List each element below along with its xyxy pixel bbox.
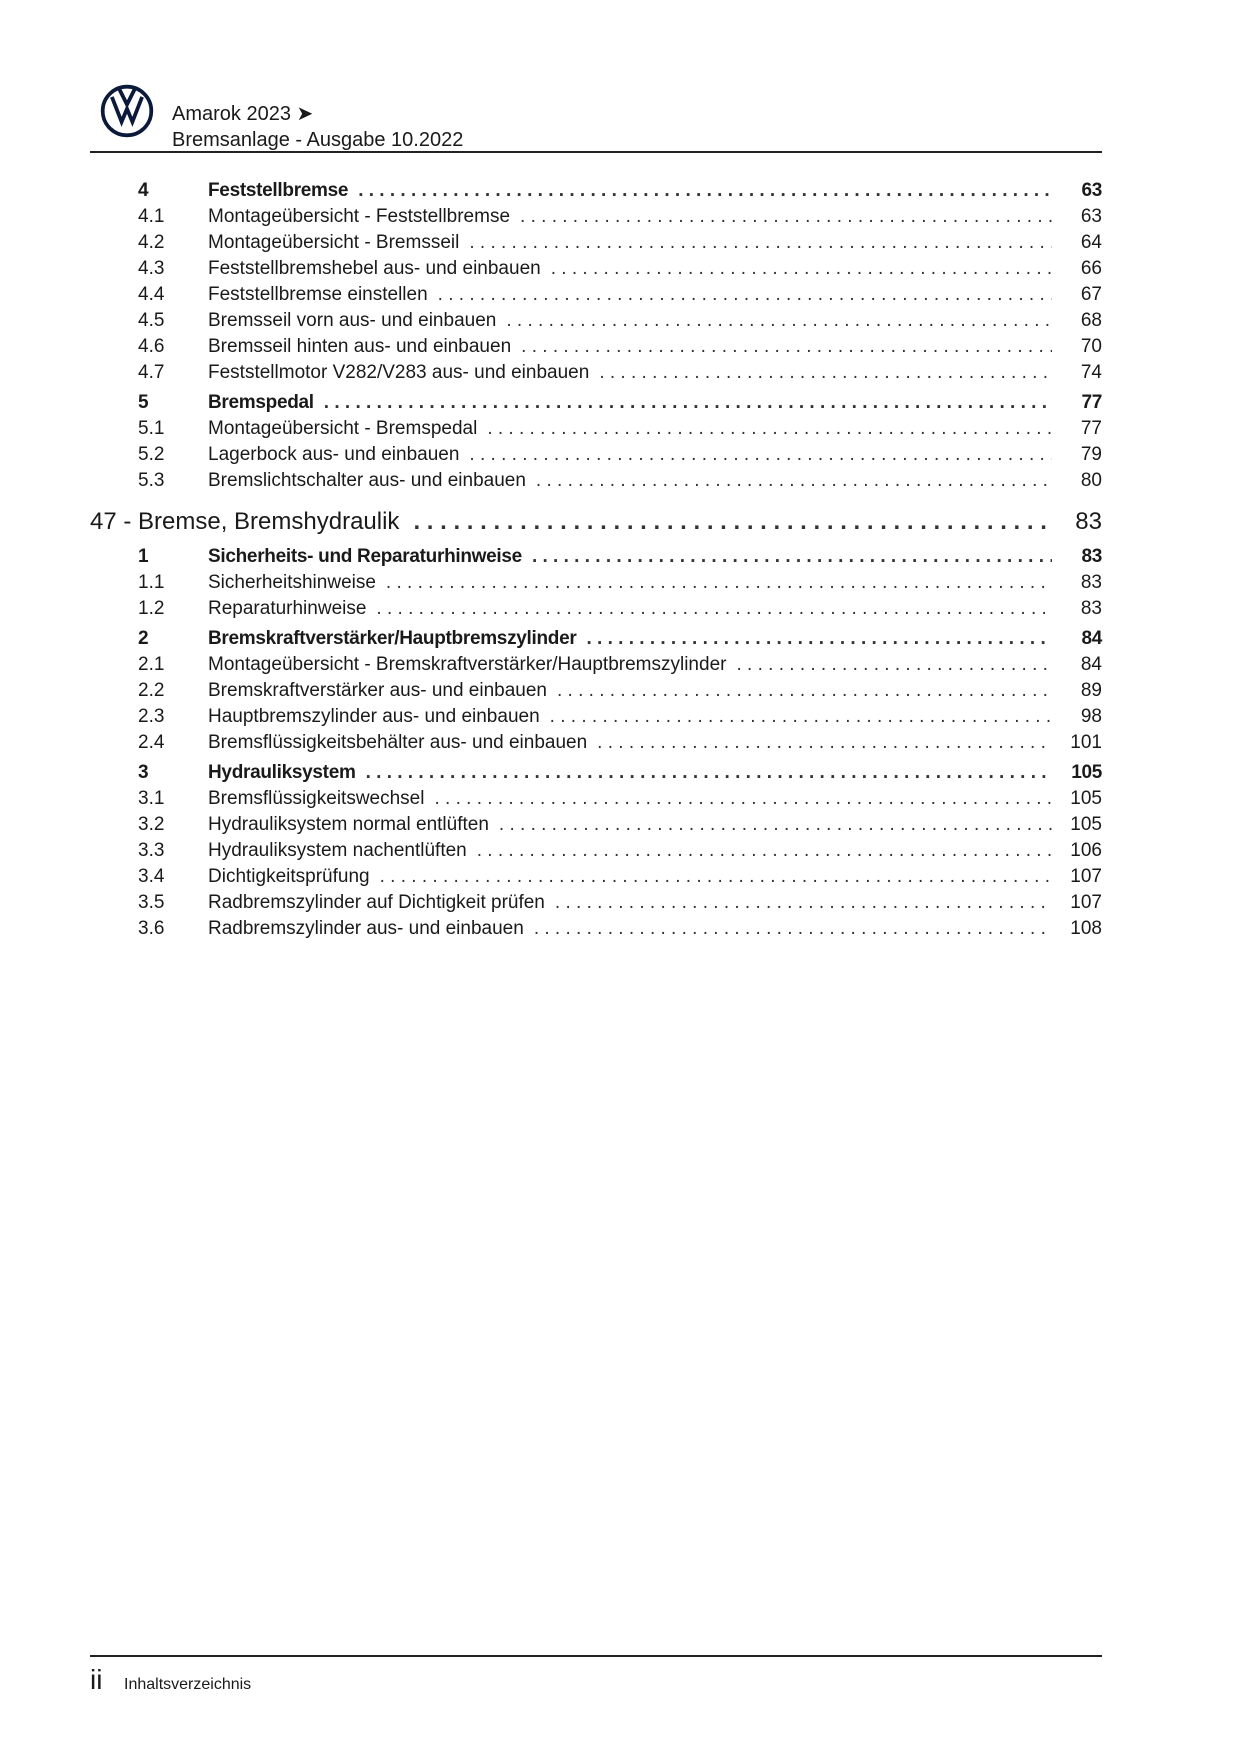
toc-entry-page: 80 — [1080, 470, 1102, 491]
toc-section-row[interactable] — [138, 762, 1102, 788]
toc-entry-number: 5.3 — [138, 470, 165, 491]
footer-label: Inhaltsverzeichnis — [124, 1676, 252, 1693]
toc-entry-number: 4.3 — [138, 258, 165, 279]
toc-entry-number: 4.1 — [138, 206, 165, 227]
toc-entry-number: 3.6 — [138, 918, 165, 939]
toc-leader-dots — [324, 392, 1052, 414]
toc-entry-row[interactable] — [138, 918, 1102, 944]
toc-entry-page: 84 — [1081, 628, 1102, 649]
header-subtitle: Bremsanlage - Ausgabe 10.2022 — [172, 129, 464, 151]
toc-entry-row[interactable] — [138, 814, 1102, 840]
toc-entry-number: 2.4 — [138, 732, 165, 753]
toc-entry-title: Radbremszylinder aus- und einbauen — [208, 918, 524, 939]
toc-leader-dots — [438, 284, 1052, 306]
toc-entry-page: 106 — [1070, 840, 1102, 861]
toc-entry-page: 101 — [1070, 732, 1102, 753]
toc-entry-page: 83 — [1081, 546, 1102, 567]
toc-leader-dots — [376, 598, 1052, 620]
toc-entry-title: Bremsseil hinten aus- und einbauen — [208, 336, 512, 357]
toc-entry-number: 4.5 — [138, 310, 165, 331]
toc-entry-number: 3.4 — [138, 866, 165, 887]
toc-section-row[interactable] — [138, 628, 1102, 654]
toc-entry-page: 105 — [1071, 762, 1102, 783]
toc-entry-title: Bremspedal — [208, 392, 314, 413]
toc-entry-row[interactable] — [138, 598, 1102, 624]
toc-entry-title: Montageübersicht - Bremsseil — [208, 232, 460, 253]
toc-leader-dots — [469, 232, 1052, 254]
toc-entry-title: Lagerbock aus- und einbauen — [208, 444, 460, 465]
toc-entry-number: 3.2 — [138, 814, 165, 835]
toc-entry-page: 74 — [1080, 362, 1102, 383]
toc-entry-page: 67 — [1080, 284, 1102, 305]
toc-entry-title: 47 - Bremse, Bremshydraulik — [90, 508, 400, 535]
toc-entry-title: Radbremszylinder auf Dichtigkeit prüfen — [208, 892, 545, 913]
toc-entry-row[interactable] — [138, 258, 1102, 284]
toc-entry-title: Montageübersicht - Feststellbremse — [208, 206, 511, 227]
vw-logo-icon — [100, 84, 154, 138]
toc-entry-number: 5.1 — [138, 418, 165, 439]
toc-entry-number: 3 — [138, 762, 149, 783]
toc-entry-page: 79 — [1080, 444, 1102, 465]
toc-entry-title: Bremsflüssigkeitswechsel — [208, 788, 425, 809]
toc-entry-row[interactable] — [138, 418, 1102, 444]
toc-leader-dots — [536, 470, 1052, 492]
toc-leader-dots — [586, 628, 1052, 650]
toc-entry-title: Feststellbremse einstellen — [208, 284, 428, 305]
toc-section-row[interactable] — [138, 180, 1102, 206]
toc-entry-row[interactable] — [138, 310, 1102, 336]
toc-leader-dots — [358, 180, 1052, 202]
toc-entry-title: Dichtigkeitsprüfung — [208, 866, 370, 887]
header-model: Amarok 2023 ➤ — [172, 103, 314, 125]
toc-entry-row[interactable] — [138, 572, 1102, 598]
toc-entry-page: 66 — [1080, 258, 1102, 279]
toc-entry-row[interactable] — [138, 680, 1102, 706]
toc-entry-page: 108 — [1070, 918, 1102, 939]
toc-entry-number: 1 — [138, 546, 149, 567]
toc-entry-title: Bremslichtschalter aus- und einbauen — [208, 470, 526, 491]
footer-rule — [90, 1655, 1102, 1657]
toc-leader-dots — [534, 918, 1052, 940]
toc-entry-title: Feststellbremse — [208, 180, 349, 201]
toc-leader-dots — [386, 572, 1052, 594]
toc-section-row[interactable] — [138, 392, 1102, 418]
toc-entry-page: 83 — [1075, 508, 1102, 535]
toc-entry-number: 4.6 — [138, 336, 165, 357]
footer-page-number: ii — [90, 1664, 103, 1695]
toc-entry-number: 3.3 — [138, 840, 165, 861]
toc-leader-dots — [520, 206, 1052, 228]
toc-entry-page: 68 — [1080, 310, 1102, 331]
toc-entry-title: Bremsseil vorn aus- und einbauen — [208, 310, 497, 331]
toc-leader-dots — [550, 706, 1052, 728]
toc-entry-page: 105 — [1070, 788, 1102, 809]
toc-entry-title: Hauptbremszylinder aus- und einbauen — [208, 706, 540, 727]
toc-entry-title: Hydrauliksystem normal entlüften — [208, 814, 489, 835]
toc-entry-title: Hydrauliksystem — [208, 762, 356, 783]
toc-leader-dots — [599, 362, 1052, 384]
toc-leader-dots — [532, 546, 1052, 568]
toc-entry-number: 5 — [138, 392, 149, 413]
toc-entry-row[interactable] — [138, 232, 1102, 258]
toc-leader-dots — [521, 336, 1052, 358]
toc-leader-dots — [434, 788, 1052, 810]
toc-entry-row[interactable] — [138, 892, 1102, 918]
toc-entry-page: 84 — [1080, 654, 1102, 675]
toc-leader-dots — [551, 258, 1052, 280]
toc-leader-dots — [736, 654, 1052, 676]
toc-entry-page: 98 — [1080, 706, 1102, 727]
toc-entry-number: 4.4 — [138, 284, 165, 305]
toc-entry-number: 5.2 — [138, 444, 165, 465]
toc-entry-page: 107 — [1070, 892, 1102, 913]
toc-entry-number: 2.2 — [138, 680, 165, 701]
toc-leader-dots — [555, 892, 1052, 914]
toc-leader-dots — [469, 444, 1052, 466]
toc-leader-dots — [366, 762, 1052, 784]
toc-entry-title: Sicherheitshinweise — [208, 572, 376, 593]
toc-entry-page: 89 — [1080, 680, 1102, 701]
toc-entry-row[interactable] — [138, 706, 1102, 732]
toc-entry-page: 83 — [1080, 598, 1102, 619]
toc-entry-row[interactable] — [138, 336, 1102, 362]
toc-entry-number: 2.1 — [138, 654, 165, 675]
toc-leader-dots — [499, 814, 1052, 836]
toc-entry-number: 3.1 — [138, 788, 165, 809]
toc-entry-page: 107 — [1070, 866, 1102, 887]
toc-leader-dots — [380, 866, 1052, 888]
toc-leader-dots — [597, 732, 1052, 754]
toc-entry-number: 4 — [138, 180, 149, 201]
toc-entry-row[interactable] — [138, 866, 1102, 892]
toc-entry-page: 105 — [1070, 814, 1102, 835]
toc-entry-number: 4.2 — [138, 232, 165, 253]
toc-entry-title: Montageübersicht - Bremskraftverstärker/Hauptbremszylinder — [208, 654, 727, 675]
toc-entry-number: 1.2 — [138, 598, 165, 619]
toc-entry-number: 3.5 — [138, 892, 165, 913]
toc-entry-row[interactable] — [138, 470, 1102, 496]
toc-entry-title: Feststellmotor V282/V283 aus- und einbauen — [208, 362, 590, 383]
toc-leader-dots — [413, 508, 1052, 536]
toc-entry-row[interactable] — [138, 788, 1102, 814]
toc-entry-row[interactable] — [138, 732, 1102, 758]
toc-entry-number: 2.3 — [138, 706, 165, 727]
toc-entry-page: 77 — [1081, 392, 1102, 413]
toc-entry-title: Feststellbremshebel aus- und einbauen — [208, 258, 541, 279]
document-header — [172, 101, 463, 153]
toc-entry-row[interactable] — [138, 654, 1102, 680]
toc-entry-number: 4.7 — [138, 362, 165, 383]
toc-entry-number: 1.1 — [138, 572, 165, 593]
toc-entry-title: Hydrauliksystem nachentlüften — [208, 840, 467, 861]
toc-entry-title: Bremsflüssigkeitsbehälter aus- und einbauen — [208, 732, 588, 753]
toc-leader-dots — [506, 310, 1052, 332]
toc-entry-row[interactable] — [138, 284, 1102, 310]
toc-entry-title: Bremskraftverstärker/Hauptbremszylinder — [208, 628, 577, 649]
header-rule — [90, 151, 1102, 153]
toc-entry-page: 63 — [1081, 180, 1102, 201]
toc-leader-dots — [487, 418, 1052, 440]
toc-entry-page: 83 — [1080, 572, 1102, 593]
toc-leader-dots — [477, 840, 1052, 862]
toc-chapter-row[interactable] — [90, 508, 1102, 540]
toc-entry-page: 77 — [1080, 418, 1102, 439]
toc-entry-title: Bremskraftverstärker aus- und einbauen — [208, 680, 547, 701]
toc-entry-row[interactable] — [138, 840, 1102, 866]
toc-entry-title: Reparaturhinweise — [208, 598, 367, 619]
toc-entry-row[interactable] — [138, 362, 1102, 388]
toc-entry-title: Sicherheits- und Reparaturhinweise — [208, 546, 522, 567]
toc-entry-title: Montageübersicht - Bremspedal — [208, 418, 478, 439]
toc-entry-page: 63 — [1080, 206, 1102, 227]
toc-entry-page: 70 — [1080, 336, 1102, 357]
toc-entry-row[interactable] — [138, 444, 1102, 470]
toc-entry-page: 64 — [1080, 232, 1102, 253]
toc-section-row[interactable] — [138, 546, 1102, 572]
toc-entry-row[interactable] — [138, 206, 1102, 232]
toc-entry-number: 2 — [138, 628, 149, 649]
toc-leader-dots — [557, 680, 1052, 702]
